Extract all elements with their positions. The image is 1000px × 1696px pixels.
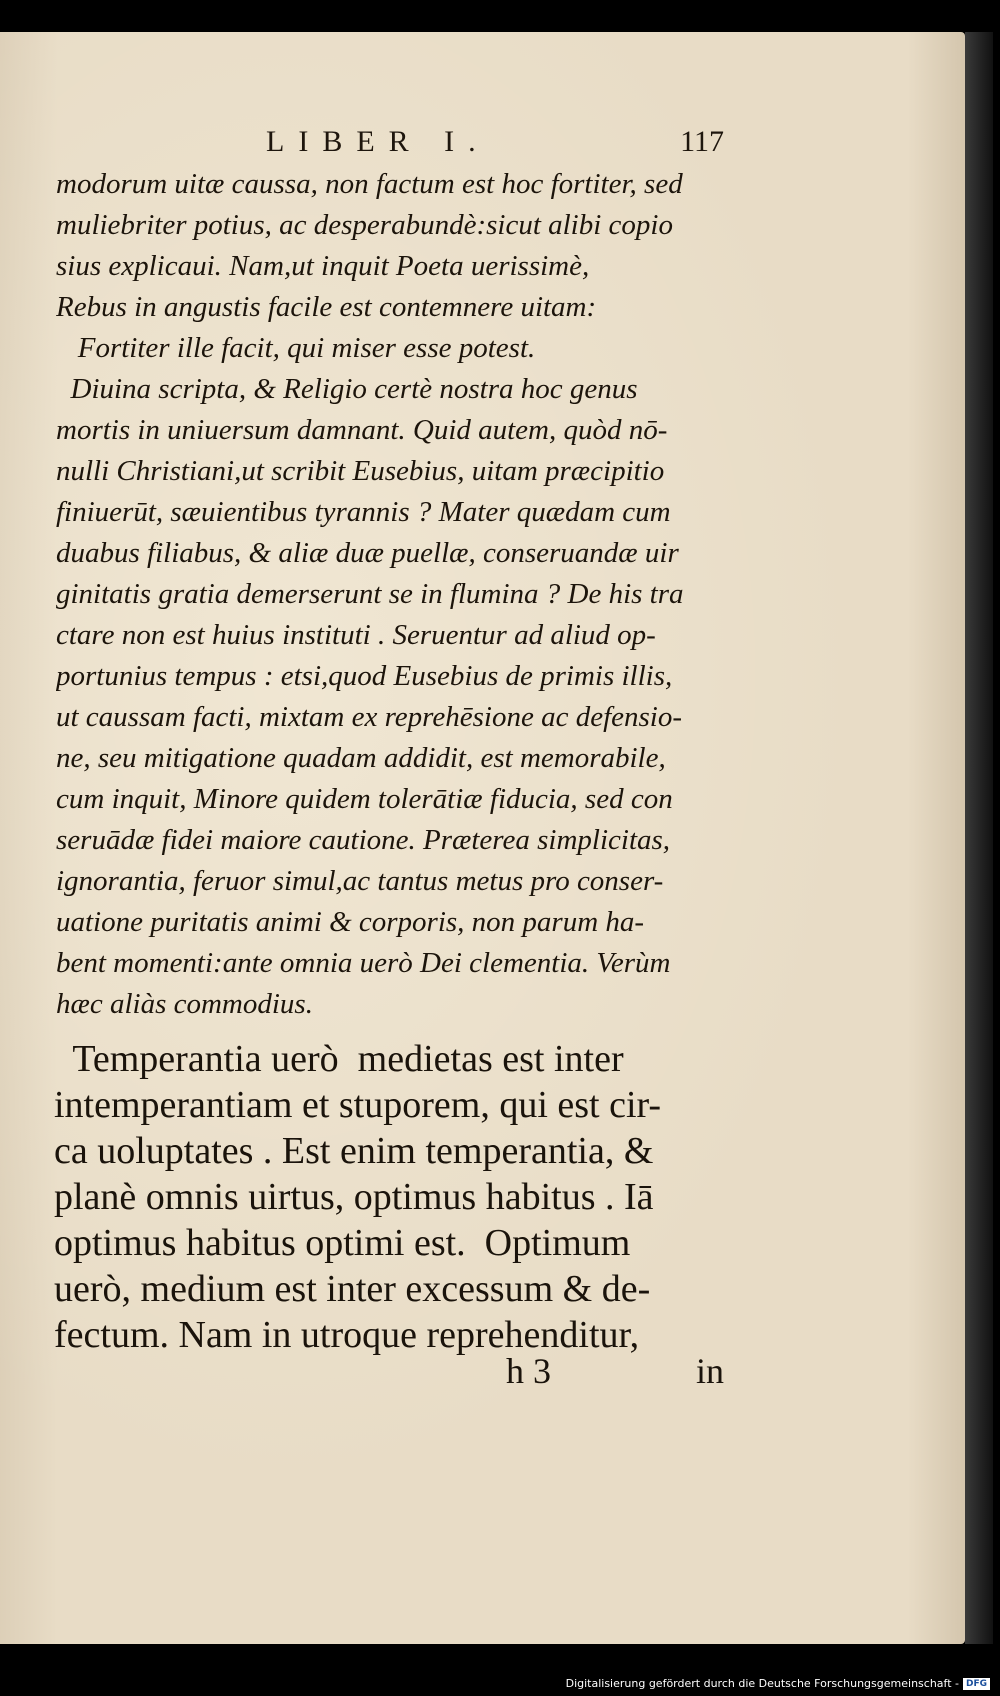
page-edge-shadow	[965, 32, 993, 1644]
dfg-logo-icon: DFG	[963, 1678, 990, 1690]
text-line: Temperantia uerò medietas est inter	[54, 1038, 624, 1080]
text-line: optimus habitus optimi est. Optimum	[54, 1222, 631, 1264]
text-line: uerò, medium est inter excessum & de-	[54, 1268, 651, 1310]
page-header	[58, 125, 724, 165]
text-line: modorum uitæ caussa, non factum est hoc fortiter, sed	[56, 168, 683, 200]
text-line: seruādæ fidei maiore cautione. Præterea simplicitas,	[56, 824, 671, 856]
text-line: portunius tempus : etsi,quod Eusebius de primis illis,	[56, 660, 673, 692]
text-line: ut caussam facti, mixtam ex reprehēsione ac defensio-	[56, 701, 683, 733]
text-line: uatione puritatis animi & corporis, non parum ha-	[56, 906, 645, 938]
text-line: nulli Christiani,ut scribit Eusebius, uitam præcipitio	[56, 455, 665, 487]
credit-text: Digitalisierung gefördert durch die Deutsche Forschungsgemeinschaft -	[565, 1677, 959, 1690]
text-line: Rebus in angustis facile est contemnere uitam:	[56, 291, 597, 323]
text-line: Diuina scripta, & Religio certè nostra hoc genus	[56, 373, 638, 405]
text-line: mortis in uniuersum damnant. Quid autem, quòd nō-	[56, 414, 668, 446]
roman-text-block	[54, 1036, 730, 1358]
text-line: duabus filiabus, & aliæ duæ puellæ, conseruandæ uir	[56, 537, 679, 569]
text-line: finiuerūt, sæuientibus tyrannis ? Mater quædam cum	[56, 496, 671, 528]
text-line: ignorantia, feruor simul,ac tantus metus pro conser-	[56, 865, 664, 897]
catchword: in	[695, 1351, 724, 1391]
text-line: ginitatis gratia demerserunt se in flumina ? De his tra	[56, 578, 684, 610]
page-number: 117	[680, 125, 724, 158]
italic-text-block	[56, 164, 726, 1025]
text-line: fectum. Nam in utroque reprehenditur,	[54, 1314, 640, 1356]
text-line: sius explicaui. Nam,ut inquit Poeta uerissimè,	[56, 250, 590, 282]
text-line: bent momenti:ante omnia uerò Dei clementia. Verùm	[56, 947, 671, 979]
text-line: hæc aliàs commodius.	[56, 988, 313, 1020]
text-line: Fortiter ille facit, qui miser esse potest.	[56, 332, 536, 364]
text-line: intemperantiam et stuporem, qui est cir-	[54, 1084, 662, 1126]
signature-mark: h 3	[506, 1351, 551, 1391]
text-line: muliebriter potius, ac desperabundè:sicut alibi copio	[56, 209, 673, 241]
text-line: ca uoluptates . Est enim temperantia, &	[54, 1130, 654, 1172]
text-line: cum inquit, Minore quidem tolerātiæ fiducia, sed con	[56, 783, 673, 815]
text-line: ne, seu mitigatione quadam addidit, est memorabile,	[56, 742, 666, 774]
text-line: ctare non est huius instituti . Seruentur ad aliud op-	[56, 619, 656, 651]
page-footer	[58, 1350, 724, 1394]
running-head: LIBER I.	[266, 125, 490, 158]
digitization-credit	[566, 1677, 990, 1690]
text-line: planè omnis uirtus, optimus habitus . Iā	[54, 1176, 654, 1218]
